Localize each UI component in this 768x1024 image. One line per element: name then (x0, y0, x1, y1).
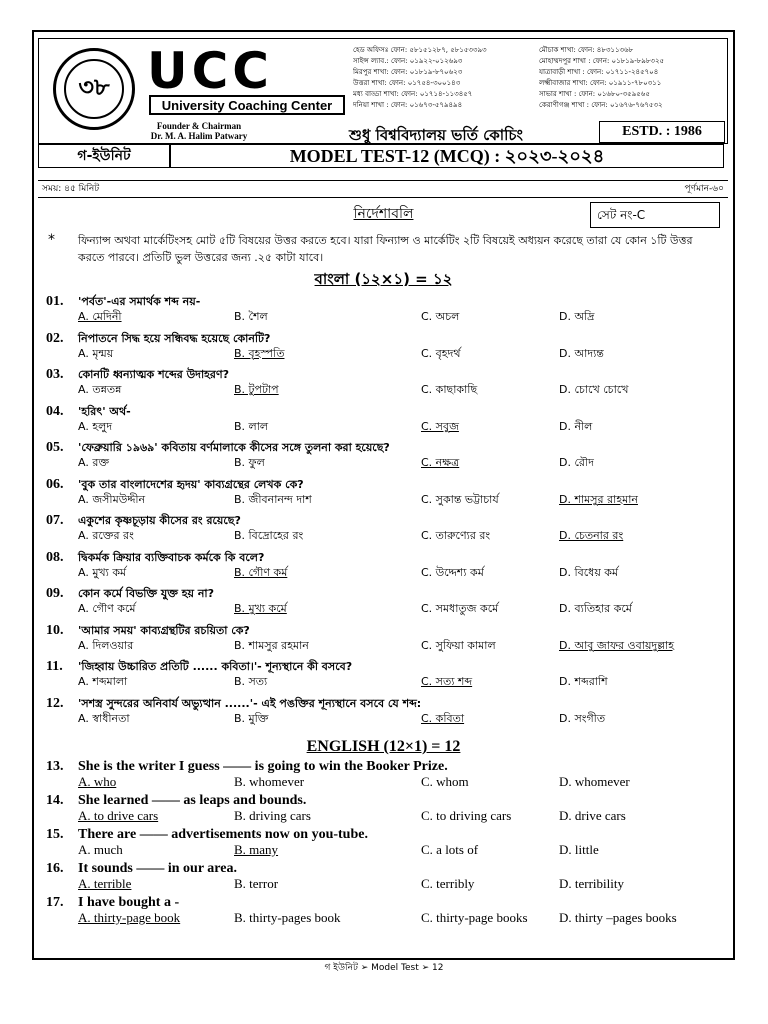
tagline: শুধু বিশ্ববিদ্যালয় ভর্তি কোচিং (349, 126, 523, 144)
option-a[interactable]: A. শব্দমালা (78, 675, 128, 688)
options-row (46, 528, 726, 544)
option-a[interactable]: A. গৌণ কর্মে (78, 602, 136, 615)
options-row (46, 455, 726, 471)
instructions (48, 232, 718, 266)
option-b[interactable]: B. many (234, 842, 279, 857)
options-row (46, 910, 726, 926)
option-c[interactable]: C. অচল (421, 310, 460, 323)
question-number: 05. (46, 440, 64, 455)
question-item (46, 513, 726, 544)
brand-subtitle: University Coaching Center (149, 95, 345, 115)
model-test-title: MODEL TEST-12 (MCQ) : ২০২৩-২০২৪ (170, 144, 724, 168)
question-text: কোনটি ধ্বন্যাত্মক শব্দের উদাহরণ? (78, 368, 230, 381)
option-b[interactable]: B. গৌণ কর্ম (234, 565, 288, 579)
brand-name: UCC (147, 42, 273, 100)
option-a[interactable]: A. জসীমউদ্দীন (78, 492, 146, 506)
option-d[interactable]: D. thirty –pages books (559, 910, 677, 925)
question-text: 'পর্বত'-এর সমার্থক শব্দ নয়- (78, 295, 201, 308)
option-b[interactable]: B. সত্য (234, 675, 268, 688)
option-d[interactable]: D. চেতনার রং (559, 529, 624, 542)
option-a[interactable]: A. মেদিনী (78, 310, 122, 323)
option-c[interactable]: C. সমধাতুজ কর্মে (421, 602, 499, 615)
question-stem (46, 623, 726, 638)
option-c[interactable]: C. সুকান্ত ভট্টাচার্য (421, 492, 499, 506)
header (34, 32, 733, 180)
instructions-text: ফিন্যান্স অথবা মার্কেটিংসহ মোট ৫টি বিষয়ের উত্তর করতে হবে। যারা ফিন্যান্স ও মার্কেটিং ২টি বিষয়েই অধ্যয়ন করেছে তারা যে কোন ১টি উত্তর করতে পারবে। প্রতিটি ভুল উত্তরের জন্য .২৫ কাটা যাবে। (78, 234, 693, 264)
question-item (46, 440, 726, 471)
question-item (46, 294, 726, 325)
exam-meta (38, 180, 728, 198)
option-b[interactable]: B. ফুল (234, 456, 265, 469)
founder-name: Dr. M. A. Halim Patwary (150, 131, 248, 141)
question-stem (46, 895, 726, 910)
question-item (46, 367, 726, 398)
option-d[interactable]: D. drive cars (559, 808, 626, 823)
question-number: 04. (46, 403, 64, 419)
option-b[interactable]: B. thirty-pages book (234, 910, 341, 925)
question-item (46, 759, 726, 790)
question-item (46, 477, 726, 508)
options-row (46, 565, 726, 581)
branch-contact: মিরপুর শাখা: ফোন: ০১৮১৯-৮৭০৬২৩ (353, 68, 463, 76)
options-row (46, 638, 726, 654)
question-stem (46, 294, 726, 309)
branch-row (353, 56, 725, 67)
option-b[interactable]: B. শামসুর রহমান (234, 638, 309, 652)
question-text: She is the writer I guess —— is going to win the Booker Prize. (78, 759, 448, 774)
question-item (46, 331, 726, 362)
question-stem (46, 477, 726, 492)
option-b[interactable]: B. শৈল (234, 310, 268, 323)
question-stem (46, 759, 726, 774)
branch-row (353, 45, 725, 56)
option-b[interactable]: B. মুখ্য কর্মে (234, 602, 287, 615)
option-a[interactable]: A. terrible (78, 876, 132, 891)
branch-contact: উত্তরা শাখা: ফোন: ০১৭৫৪-৩০০১৪৩ (353, 79, 461, 87)
option-d[interactable]: D. little (559, 842, 599, 857)
option-d[interactable]: D. ব্যতিহার কর্মে (559, 602, 632, 615)
question-text: She learned —— as leaps and bounds. (78, 793, 307, 808)
full-marks: পূর্ণমান-৬০ (684, 184, 724, 194)
option-d[interactable]: D. সংগীত (559, 711, 606, 725)
option-a[interactable]: A. রক্তের রং (78, 529, 134, 542)
options-row (46, 419, 726, 435)
question-stem (46, 586, 726, 601)
option-b[interactable]: B. লাল (234, 419, 269, 433)
options-row (46, 774, 726, 790)
question-text: 'সশস্ত্র সুন্দরের অনিবার্য অভ্যুত্থান ......'- এই পঙক্তির শূন্যস্থানে বসবে যে শব্দ: (78, 696, 422, 710)
branch-contact: মধ্য বাড্ডা শাখা: ফোন: ০১৭১৪-১১৩৪৫৭ (353, 90, 473, 98)
question-stem (46, 513, 726, 528)
option-a[interactable]: A. রক্ত (78, 456, 110, 469)
question-number: 03. (46, 367, 64, 382)
option-d[interactable]: D. শামসুর রাহমান (559, 492, 638, 506)
question-stem (46, 440, 726, 455)
question-item (46, 659, 726, 690)
option-b[interactable]: B. টুপটাপ (234, 383, 279, 396)
question-number: 15. (46, 827, 64, 842)
branch-contact: লক্ষ্মীবাজার শাখা: ফোন: ০১৯১১-৭৮০৩১১ (539, 79, 662, 87)
question-item (46, 623, 726, 654)
option-b[interactable]: B. driving cars (234, 808, 311, 823)
options-row (46, 492, 726, 508)
question-stem (46, 793, 726, 808)
question-text: It sounds —— in our area. (78, 861, 237, 876)
option-a[interactable]: A. who (78, 774, 117, 789)
question-stem (46, 550, 726, 565)
branch-contact: হেড অফিসঃ ফোন: ৫৮১৫১২৮৭, ৫৮১৫৩৩৯৩ (353, 46, 487, 54)
question-stem (46, 696, 726, 711)
exam-page (32, 30, 735, 960)
question-stem (46, 659, 726, 674)
option-c[interactable]: C. সত্য শব্দ (421, 675, 473, 688)
option-a[interactable]: A. স্বাধীনতা (78, 711, 130, 725)
question-number: 07. (46, 513, 64, 528)
branch-contact: মৌচাক শাখা: ফোন: ৪৮৩১১৩৬৮ (539, 46, 634, 54)
option-d[interactable]: D. আদ্যন্ত (559, 346, 604, 360)
question-item (46, 696, 726, 727)
branch-row (353, 67, 725, 78)
option-d[interactable]: D. অদ্রি (559, 310, 595, 323)
question-text: There are —— advertisements now on you-tube. (78, 827, 368, 842)
option-d[interactable]: D. terribility (559, 876, 624, 891)
ucc-logo-icon (53, 48, 135, 130)
question-stem (46, 331, 726, 346)
options-row (46, 842, 726, 858)
option-c[interactable]: C. সবুজ (421, 419, 459, 433)
option-b[interactable]: B. মুক্তি (234, 711, 269, 725)
question-number: 01. (46, 294, 64, 309)
branch-contact: যাত্রাবাড়ী শাখা : ফোন: ০১৭১১-২৪৫৭০৪ (539, 68, 659, 76)
question-number: 08. (46, 549, 64, 565)
option-c[interactable]: C. সুফিয়া কামাল (421, 638, 496, 652)
option-b[interactable]: B. terror (234, 876, 279, 891)
option-d[interactable]: D. নীল (559, 419, 593, 433)
option-a[interactable]: A. মৃন্ময় (78, 346, 114, 360)
question-text: দ্বিকর্মক ক্রিয়ার ব্যক্তিবাচক কর্মকে কি বলে? (78, 550, 265, 564)
founder-title: Founder & Chairman (156, 121, 242, 131)
branch-row (353, 89, 725, 100)
question-number: 06. (46, 476, 64, 492)
question-number: 02. (46, 330, 64, 346)
question-item (46, 404, 726, 435)
option-c[interactable]: C. তারুণ্যের রং (421, 529, 491, 542)
branch-contacts (353, 45, 725, 111)
option-c[interactable]: C. a lots of (421, 842, 479, 857)
question-number: 14. (46, 793, 64, 808)
branch-contact: সাভার শাখা : ফোন: ০১৬৮০-৩৫৯৫৬৫ (539, 90, 650, 98)
branch-contact: কেরাণীগঞ্জ শাখা : ফোন: ০১৬৭৬-৭৬৭৫৩২ (539, 101, 663, 109)
question-item (46, 827, 726, 858)
option-c[interactable]: C. thirty-page books (421, 910, 528, 925)
branch-row (353, 78, 725, 89)
option-a[interactable]: A. তন্নতন্ন (78, 383, 122, 396)
time-limit: সময়: ৪৫ মিনিট (42, 184, 100, 194)
question-number: 17. (46, 895, 64, 910)
option-d[interactable]: D. চোখে চোখে (559, 383, 629, 396)
option-b[interactable]: B. বিদ্রোহের রং (234, 529, 304, 542)
option-b[interactable]: B. জীবনানন্দ দাশ (234, 492, 312, 506)
branch-contact: মোহাম্মদপুর শাখা : ফোন: ০১৮১৯-৮৯৮৩২৫ (539, 57, 665, 65)
question-text: 'বুক তার বাংলাদেশের হৃদয়' কাব্যগ্রন্থের লেখক কে? (78, 477, 304, 491)
question-text: I have bought a - (78, 895, 180, 910)
options-row (46, 808, 726, 824)
option-d[interactable]: D. শব্দরাশি (559, 675, 608, 688)
option-c[interactable]: C. কাছাকাছি (421, 383, 478, 396)
option-d[interactable]: D. রৌদ (559, 456, 594, 469)
question-text: 'ফেব্রুয়ারি ১৯৬৯' কবিতায় বর্ণমালাকে কীসের সঙ্গে তুলনা করা হয়েছে? (78, 441, 390, 454)
section-english: ENGLISH (12×1) = 12 (306, 738, 461, 755)
options-row (46, 876, 726, 892)
unit-label: গ-ইউনিট (38, 144, 170, 168)
option-d[interactable]: D. আবু জাফর ওবায়দুল্লাহ (559, 638, 674, 652)
question-stem (46, 861, 726, 876)
option-c[interactable]: C. বৃহদর্থ (421, 346, 461, 360)
option-a[interactable]: A. দিলওয়ার (78, 638, 134, 652)
question-text: নিপাতনে সিদ্ধ হয়ে সন্ধিবদ্ধ হয়েছে কোনটি? (78, 331, 271, 345)
option-c[interactable]: C. নক্ষত্র (421, 456, 460, 469)
question-stem (46, 367, 726, 382)
question-item (46, 793, 726, 824)
header-banner (38, 38, 728, 144)
options-row (46, 309, 726, 325)
question-number: 10. (46, 622, 64, 638)
question-stem (46, 404, 726, 419)
question-text: কোন কর্মে বিভক্তি যুক্ত হয় না? (78, 587, 215, 600)
option-a[interactable]: A. thirty-page book (78, 910, 181, 925)
branch-row (353, 100, 725, 111)
question-stem (46, 827, 726, 842)
branch-contact: দনিয়া শাখা : ফোন: ০১৬৭৩-৫৭৯৪৯৪ (353, 101, 463, 109)
options-row (46, 346, 726, 362)
founder-info (139, 121, 259, 141)
option-a[interactable]: A. much (78, 842, 123, 857)
question-text: 'আমার সময়' কাব্যগ্রন্থটির রচয়িতা কে? (78, 623, 250, 637)
question-item (46, 895, 726, 926)
options-row (46, 382, 726, 398)
question-text: একুশের কৃষ্ণচূড়ায় কীসের রং রয়েছে? (78, 514, 241, 527)
section-bangla: বাংলা (১২×১) = ১২ (314, 270, 453, 288)
option-a[interactable]: A. to drive cars (78, 808, 159, 823)
branch-contact: সাইন্স ল্যাব.: ফোন: ০১৯২২-০১২৬৯৩ (353, 57, 463, 65)
option-a[interactable]: A. হলুদ (78, 419, 113, 433)
question-number: 11. (46, 659, 63, 674)
question-text: 'জিহ্বায় উচ্চারিত প্রতিটি ...... কবিতা।'- শূন্যস্থানে কী বসবে? (78, 660, 353, 673)
question-text: 'হরিৎ' অর্থ- (78, 404, 131, 418)
option-a[interactable]: A. মুখ্য কর্ম (78, 565, 127, 579)
options-row (46, 674, 726, 690)
option-d[interactable]: D. whomever (559, 774, 630, 789)
option-d[interactable]: D. বিধেয় কর্ম (559, 565, 619, 579)
option-c[interactable]: C. to driving cars (421, 808, 512, 823)
question-number: 09. (46, 586, 64, 601)
bullet-star: * (48, 232, 55, 248)
option-c[interactable]: C. উদ্দেশ্য কর্ম (421, 565, 484, 579)
page-footer: গ ইউনিট ➢ Model Test ➢ 12 (324, 963, 444, 973)
option-c[interactable]: C. whom (421, 774, 469, 789)
logo-text: ৩৮ (64, 59, 124, 119)
question-number: 13. (46, 759, 64, 774)
question-number: 16. (46, 861, 64, 876)
option-b[interactable]: B. বৃহস্পতি (234, 346, 285, 360)
options-row (46, 601, 726, 617)
option-b[interactable]: B. whomever (234, 774, 305, 789)
question-item (46, 550, 726, 581)
option-c[interactable]: C. কবিতা (421, 711, 465, 725)
established-year: ESTD. : 1986 (599, 121, 725, 143)
instructions-title: নির্দেশাবলি (353, 206, 414, 222)
question-item (46, 861, 726, 892)
options-row (46, 711, 726, 727)
question-number: 12. (46, 695, 64, 711)
question-item (46, 586, 726, 617)
set-number: সেট নং-C (590, 202, 720, 228)
option-c[interactable]: C. terribly (421, 876, 475, 891)
